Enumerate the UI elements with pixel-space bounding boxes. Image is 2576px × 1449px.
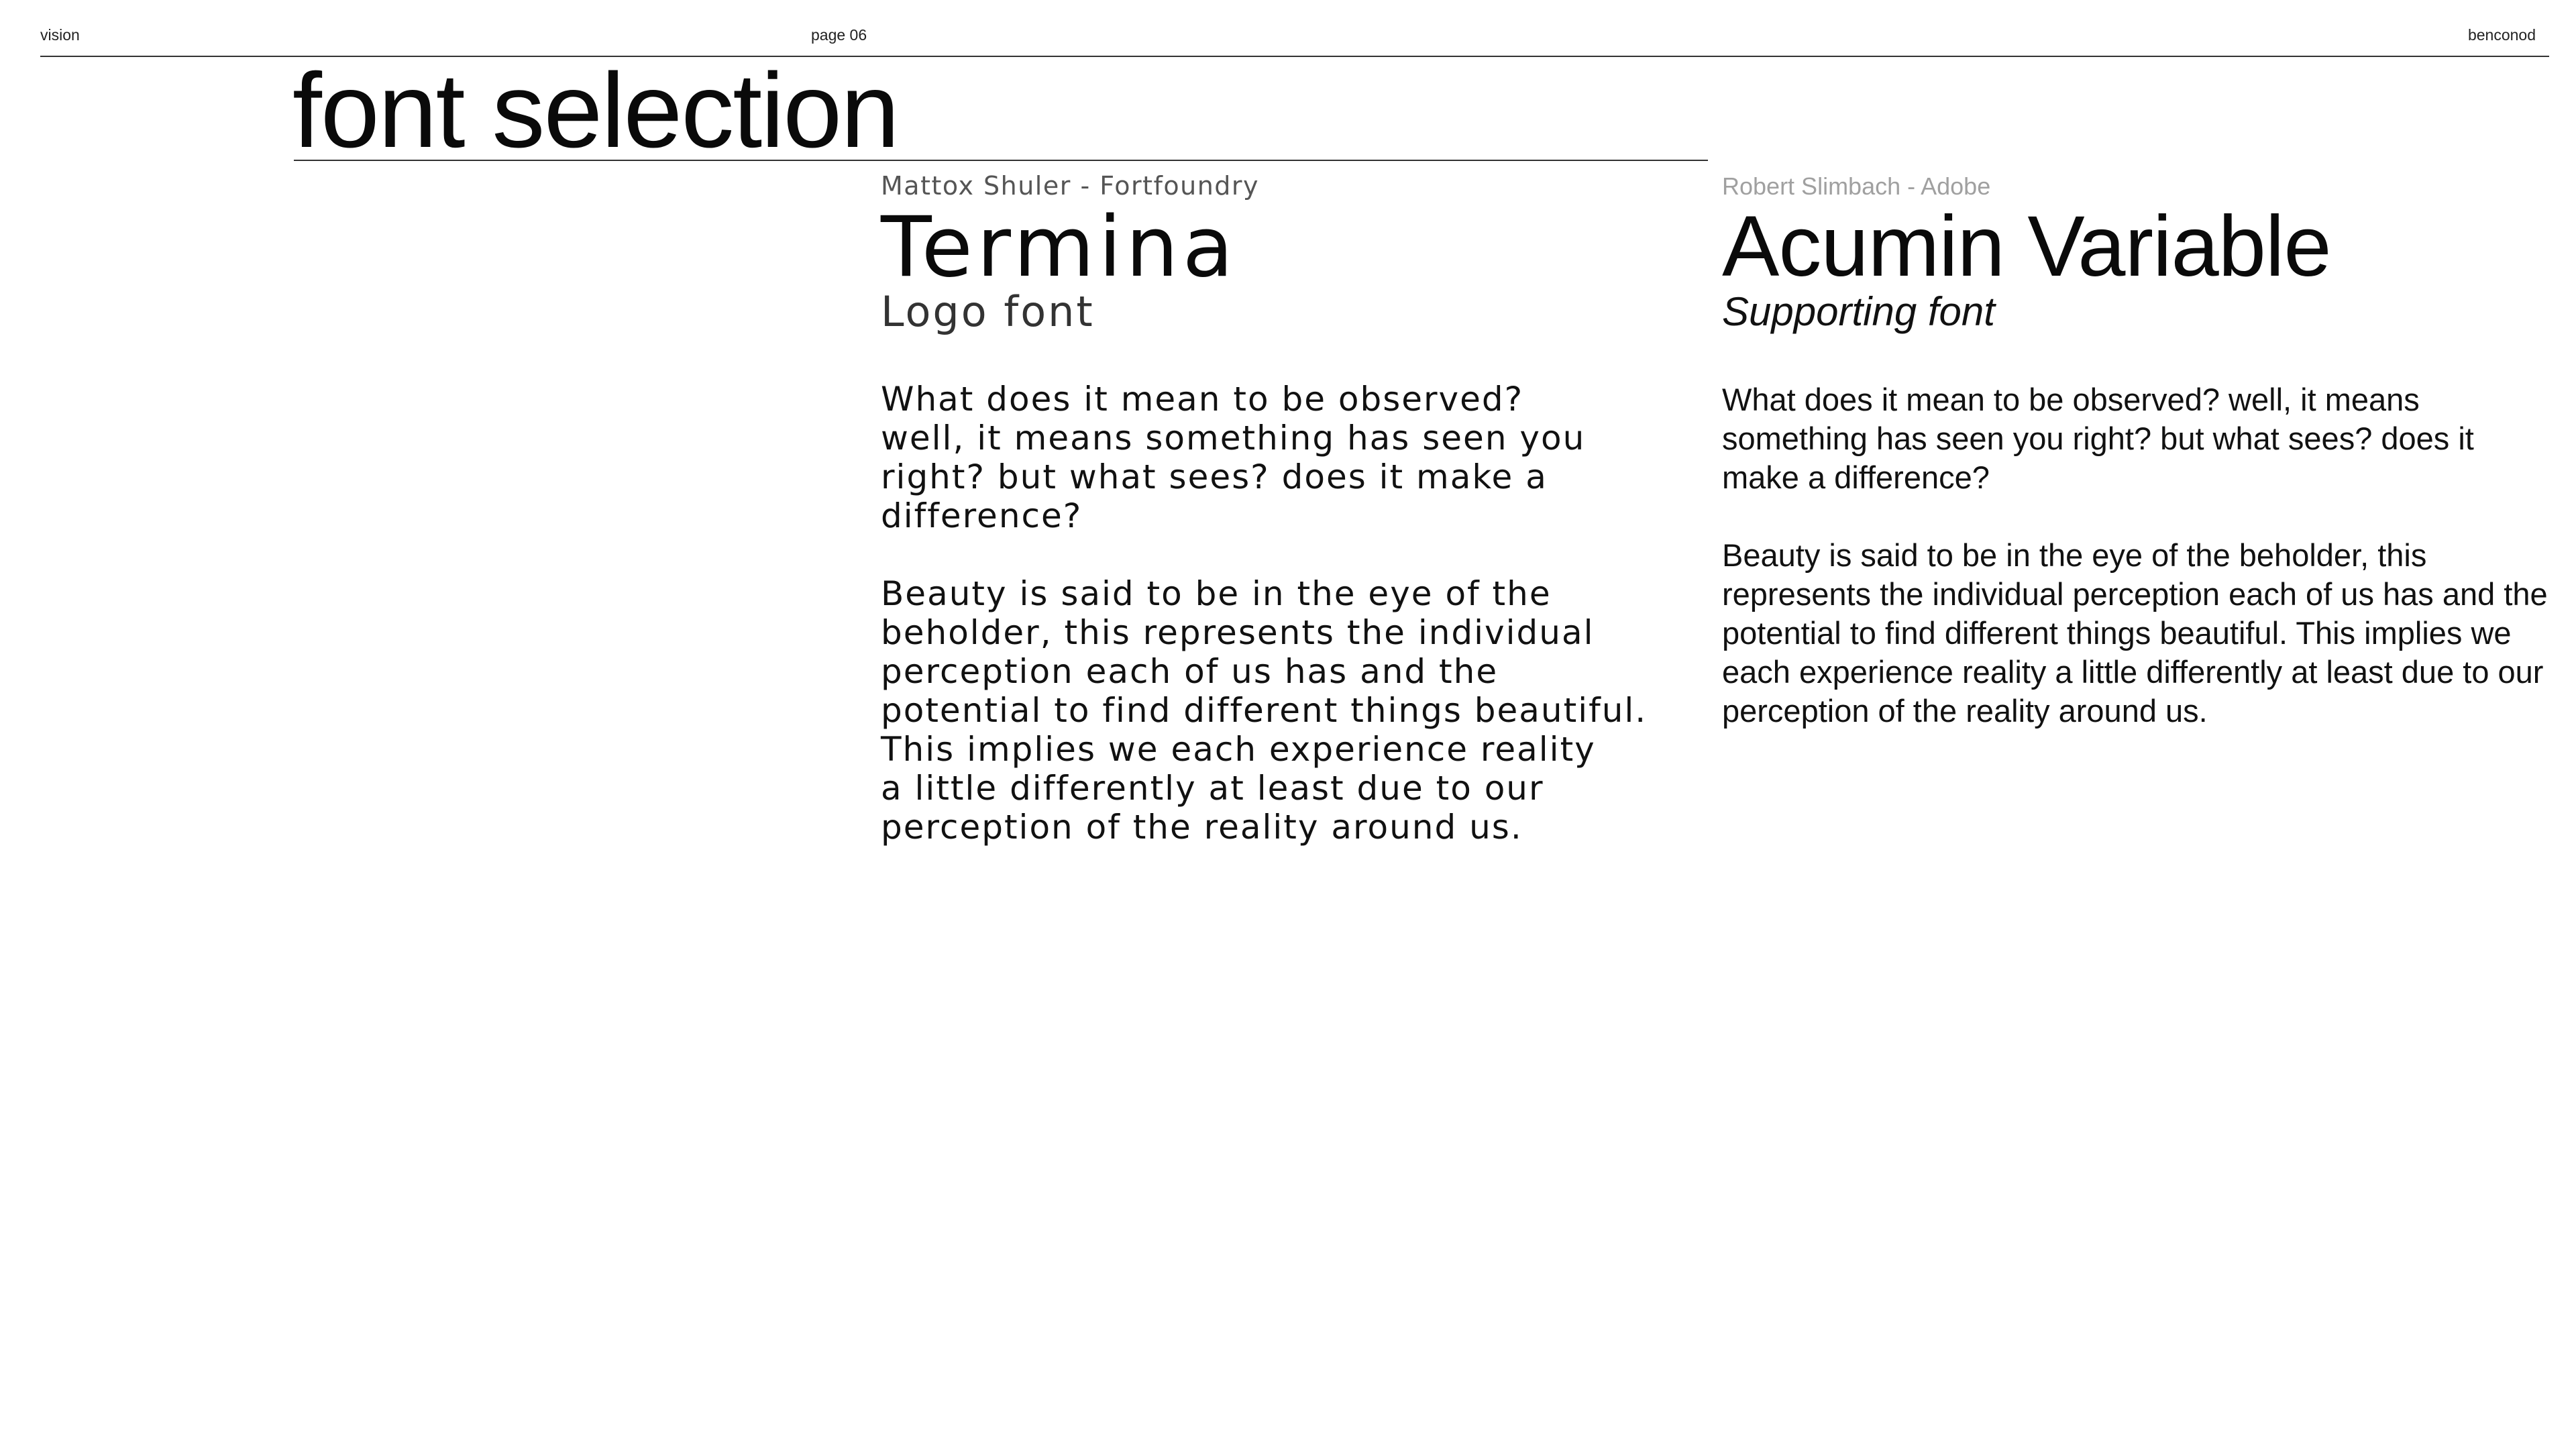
sample-paragraph-2: Beauty is said to be in the eye of the beholder, this represents the individual perception each of us has and the potential to find different things beautiful. This implies we each experience reality a little differently at least due to our perception of the reality around us. [1722, 537, 2548, 729]
sample-paragraph-1: What does it mean to be observed? well, it means something has seen you right? but what sees? does it make a difference? [1722, 382, 2474, 495]
sample-paragraph-2: Beauty is said to be in the eye of the beholder, this represents the individual perception each of us has and the potential to find different things beautiful. This implies we each experience reality a little differently at least due to our perception of the reality around us. [881, 574, 1648, 847]
header-page-number: page 06 [811, 26, 867, 44]
font-card-logo [881, 168, 1719, 847]
font-name: Acumin Variable [1722, 199, 2331, 294]
sample-paragraph-1: What does it mean to be observed? well, it means something has seen you right? but what sees? does it make a difference? [881, 380, 1586, 535]
header-brand-name: benconod [2467, 26, 2536, 44]
font-role: Supporting font [1722, 289, 1995, 334]
page-title: font selection [292, 52, 899, 170]
font-card-supporting [1722, 170, 2567, 731]
font-role: Logo font [881, 287, 1095, 336]
font-name: Termina [881, 199, 1238, 296]
font-credit: Robert Slimbach - Adobe [1722, 172, 1991, 200]
font-credit: Mattox Shuler - Fortfoundry [881, 171, 1260, 201]
title-divider [294, 160, 1708, 161]
header-section-label: vision [40, 26, 80, 44]
